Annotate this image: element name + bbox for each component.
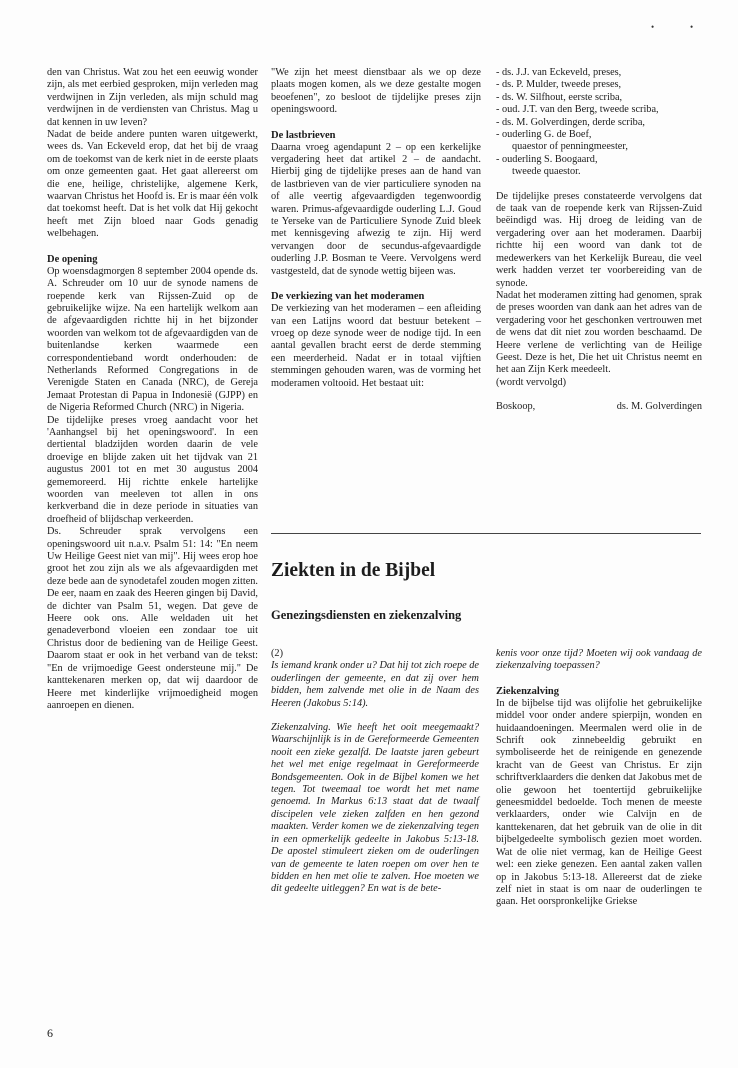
- col1-paragraph-5: Ds. Schreuder sprak vervolgens een openingswoord uit n.a.v. Psalm 51: 14: "En neem Uw Heilige Geest niet van mij". Hij wees erop hoe groot het zou zijn als we als afgevaardigden met deze bede aan de synodetafel zouden mogen zitten. De eer, naam en zaak des Heeren gingen bij David, de dichter van Psalm 51, wegen. Dat geve de Heere ook ons. Alle weldaden uit het genadeverbond vloeien een zondaar toe uit Christus door de bediening van de Heilige Geest. Daarom staat er ook in het verband van de tekst: "En de vrijmoedige Geest ondersteune mij." De kanttekenaren merken op, dat wij daardoor de Heere met kinderlijke vrijmoedigheid mogen aanroepen en dienen.: [47, 526, 258, 711]
- list-item: - ds. W. Silfhout, eerste scriba,: [496, 91, 623, 103]
- column-3: [496, 67, 702, 414]
- signoff: [496, 401, 702, 413]
- edge-mark-1: •: [651, 22, 655, 32]
- col1-intro: den van Christus. Wat zou het een eeuwig wonder zijn, als met eerbied gesproken, mijn verleden mag verdwijnen in Zijn verleden, als mijn schuld mag verdwijnen in de verdiensten van Christus. Mag u dat kennen in uw leven?: [47, 67, 258, 128]
- list-item: - ouderling S. Boogaard,: [496, 153, 598, 165]
- article-quote: Is iemand krank onder u? Dat hij tot zich roepe de ouderlingen der gemeente, en dat zij over hem bidden, hem zalvende met olie in de Naam des Heeren (Jakobus 5:14).: [271, 660, 479, 709]
- heading-lastbrieven: De lastbrieven: [271, 129, 336, 141]
- section-divider: [271, 533, 701, 534]
- column-5: [496, 648, 702, 909]
- article-intro-continued: kenis voor onze tijd? Moeten wij ook vandaag de ziekenzalving toepassen?: [496, 648, 702, 672]
- col2-intro: "We zijn het meest dienstbaar als we op deze plaats mogen komen, als we deze gestalte mogen beoefenen", zo besloot de tijdelijke preses zijn openingswoord.: [271, 67, 481, 116]
- article-subtitle: Genezingsdiensten en ziekenzalving: [271, 608, 462, 622]
- list-item: - oud. J.T. van den Berg, tweede scriba,: [496, 104, 659, 116]
- article-paragraph-1: In de bijbelse tijd was olijfolie het gebruikelijke middel voor onder andere spierpijn, wonden en huidaandoeningen. Meermalen werd olie in de Schrift ook zinnebeeldig gebruikt en symboliseerde het de reinigende en genezende kracht van de Geest van Christus. Er zijn schriftverklaarders die denken dat Jakobus met de olie gewoon het toentertijd gebruikelijke geneesmiddel bedoelde. Toch menen de meeste verklaarders, onder wie Calvijn en de kanttekenaren, dat het gebruik van de olie in dit bijbelgedeelte symbolisch gezien moet worden. Wat de olie niet vermag, kan de Heilige Geest wel: een zieke genezen. Een aantal zaken vallen op in Jakobus 5:13-18. Allereerst dat de zieke zelf niet in staat is om naar de ouderlingen te gaan. Het oorspronkelijke Griekse: [496, 697, 702, 908]
- continued-note: (wordt vervolgd): [496, 376, 567, 388]
- heading-verkiezing: De verkiezing van het moderamen: [271, 291, 425, 303]
- page-number: 6: [47, 1026, 53, 1040]
- col1-paragraph-3: Op woensdagmorgen 8 september 2004 opende ds. A. Schreuder om 10 uur de synode namens de roepende kerk van Rijssen-Zuid op de gebruikelijke wijze. Na een hartelijk welkom aan de afgevaardigden richtte hij in het bijzonder woorden van welkom tot de afgevaardigden van de buitenlandse kerken waarmede een correspondentieband wordt onderhouden: de Netherlands Reformed Congregations in de Verenigde Staten en Canada (NRC), de Gereja Jemaat Protestan di Papua in Indonesië (GJPP) en de Nigeria Reformed Church (NRC) in Nigeria.: [47, 265, 258, 414]
- col2-paragraph-3: De verkiezing van het moderamen – een afleiding van een Latijns woord dat bestuur betekent – vroeg op deze synode weer de nodige tijd. In een aantal gevallen bracht eerst de derde stemming een meerderheid. Nadat er in totaal vijftien stemmingen gehouden waren, was de vorming het moderamen voltooid. Het bestaat uit:: [271, 303, 481, 389]
- signoff-author: ds. M. Golverdingen: [616, 401, 702, 413]
- article-intro: Ziekenzalving. Wie heeft het ooit meegemaakt? Waarschijnlijk is in de Gereformeerde Gemeenten nooit een zieke gezalfd. De laatste jaren gebeurt het wel met enige regelmaat in Gereformeerde Bondsgemeenten. Ook in de Bijbel komen we het tegen. Tot tweemaal toe wordt het met name genoemd. In Markus 6:13 staat dat de twaalf discipelen vele zieken zalfden en hen gezond maakten. Verder komen we de ziekenzalving tegen in een opmerkelijk gedeelte in Jakobus 5:13-18. De apostel stimuleert zieken om de ouderlingen van de gemeente te laten roepen om over hen te bidden en hen met olie te zalven. Hoe moeten we dit gedeelte uitleggen? En wat is de bete-: [271, 722, 479, 895]
- list-item: quaestor of penningmeester,: [512, 141, 628, 153]
- col3-paragraph-2: Nadat het moderamen zitting had genomen, sprak de preses woorden van dank aan het adres van de vergadering voor het geschonken vertrouwen met de wens dat dit niet zou worden beschaamd. De Heere verlene de verlichting van de Heilige Geest. Deze is het, Die het uit Christus neemt en het aan Zijn Kerk meedeelt.: [496, 289, 702, 376]
- col1-paragraph-2: Nadat de beide andere punten waren uitgewerkt, wees ds. Van Eckeveld erop, dat het bij de vraag om de toekomst van de kerk niet in de eerste plaats om onze gemeenten gaat. Het gaat allereerst om die ene, heilige, christelijke, algemene Kerk, waarvan Christus het Hoofd is. Er is maar één volk dat toekomst heeft. Dat is het volk dat Hij gekocht heeft met Zijn bloed naar Gods genadig welbehagen.: [47, 129, 258, 240]
- edge-mark-2: •: [690, 22, 694, 32]
- list-item: - ouderling G. de Boef,: [496, 129, 592, 141]
- list-item: - ds. J.J. van Eckeveld, preses,: [496, 67, 622, 78]
- col3-paragraph-1: De tijdelijke preses constateerde vervolgens dat de taak van de roepende kerk van Rijssen-Zuid beëindigd was. Hij droeg de leiding van de vergadering over aan het moderamen. Daarbij richtte hij een woord van dank tot de medewerkers van het Kerkelijk Bureau, die veel werk hadden verzet ter voorbereiding van de synode.: [496, 190, 702, 289]
- col2-paragraph-2: Daarna vroeg agendapunt 2 – op een kerkelijke vergadering heet dat artikel 2 – de aandacht. Hierbij ging de tijdelijke preses aan de hand van de lastbrieven van de vier particuliere synoden na of alle veertig afgevaardigden tegenwoordig waren. Primus-afgevaardigde ouderling L.J. Goud te Yerseke van de Particuliere Synode Zuid bleek met kennisgeving afwezig te zijn. Hij werd vervangen door de secundus-afgevaardigde ouderling J.P. Bosman te Veere. Vervolgens werd vastgesteld, dat de synode wettig bijeen was.: [271, 141, 481, 277]
- article-title: Ziekten in de Bijbel: [271, 560, 436, 581]
- heading-opening: De opening: [47, 253, 98, 265]
- list-item: - ds. P. Mulder, tweede preses,: [496, 79, 622, 91]
- column-1: [47, 67, 258, 712]
- column-2: [271, 67, 481, 390]
- article-number: (2): [271, 648, 284, 659]
- col1-paragraph-4: De tijdelijke preses vroeg aandacht voor het 'Aanhangsel bij het openingswoord'. In een dertiental bladzijden worden daarin de vele droevige en blijde zaken uit het tijdvak van 21 augustus 2001 tot en met 30 augustus 2004 gememoreerd. Hij richtte enkele hartelijke woorden van meeleven tot allen in ons kerkverband die in deze periode in situaties van droefheid of blijdschap verkeerden.: [47, 414, 258, 525]
- list-item: tweede quaestor.: [512, 166, 581, 178]
- heading-ziekenzalving: Ziekenzalving: [496, 685, 560, 697]
- column-4: [271, 648, 479, 896]
- signoff-place: Boskoop,: [496, 401, 536, 413]
- moderamen-list: [496, 67, 702, 179]
- list-item: - ds. M. Golverdingen, derde scriba,: [496, 116, 645, 128]
